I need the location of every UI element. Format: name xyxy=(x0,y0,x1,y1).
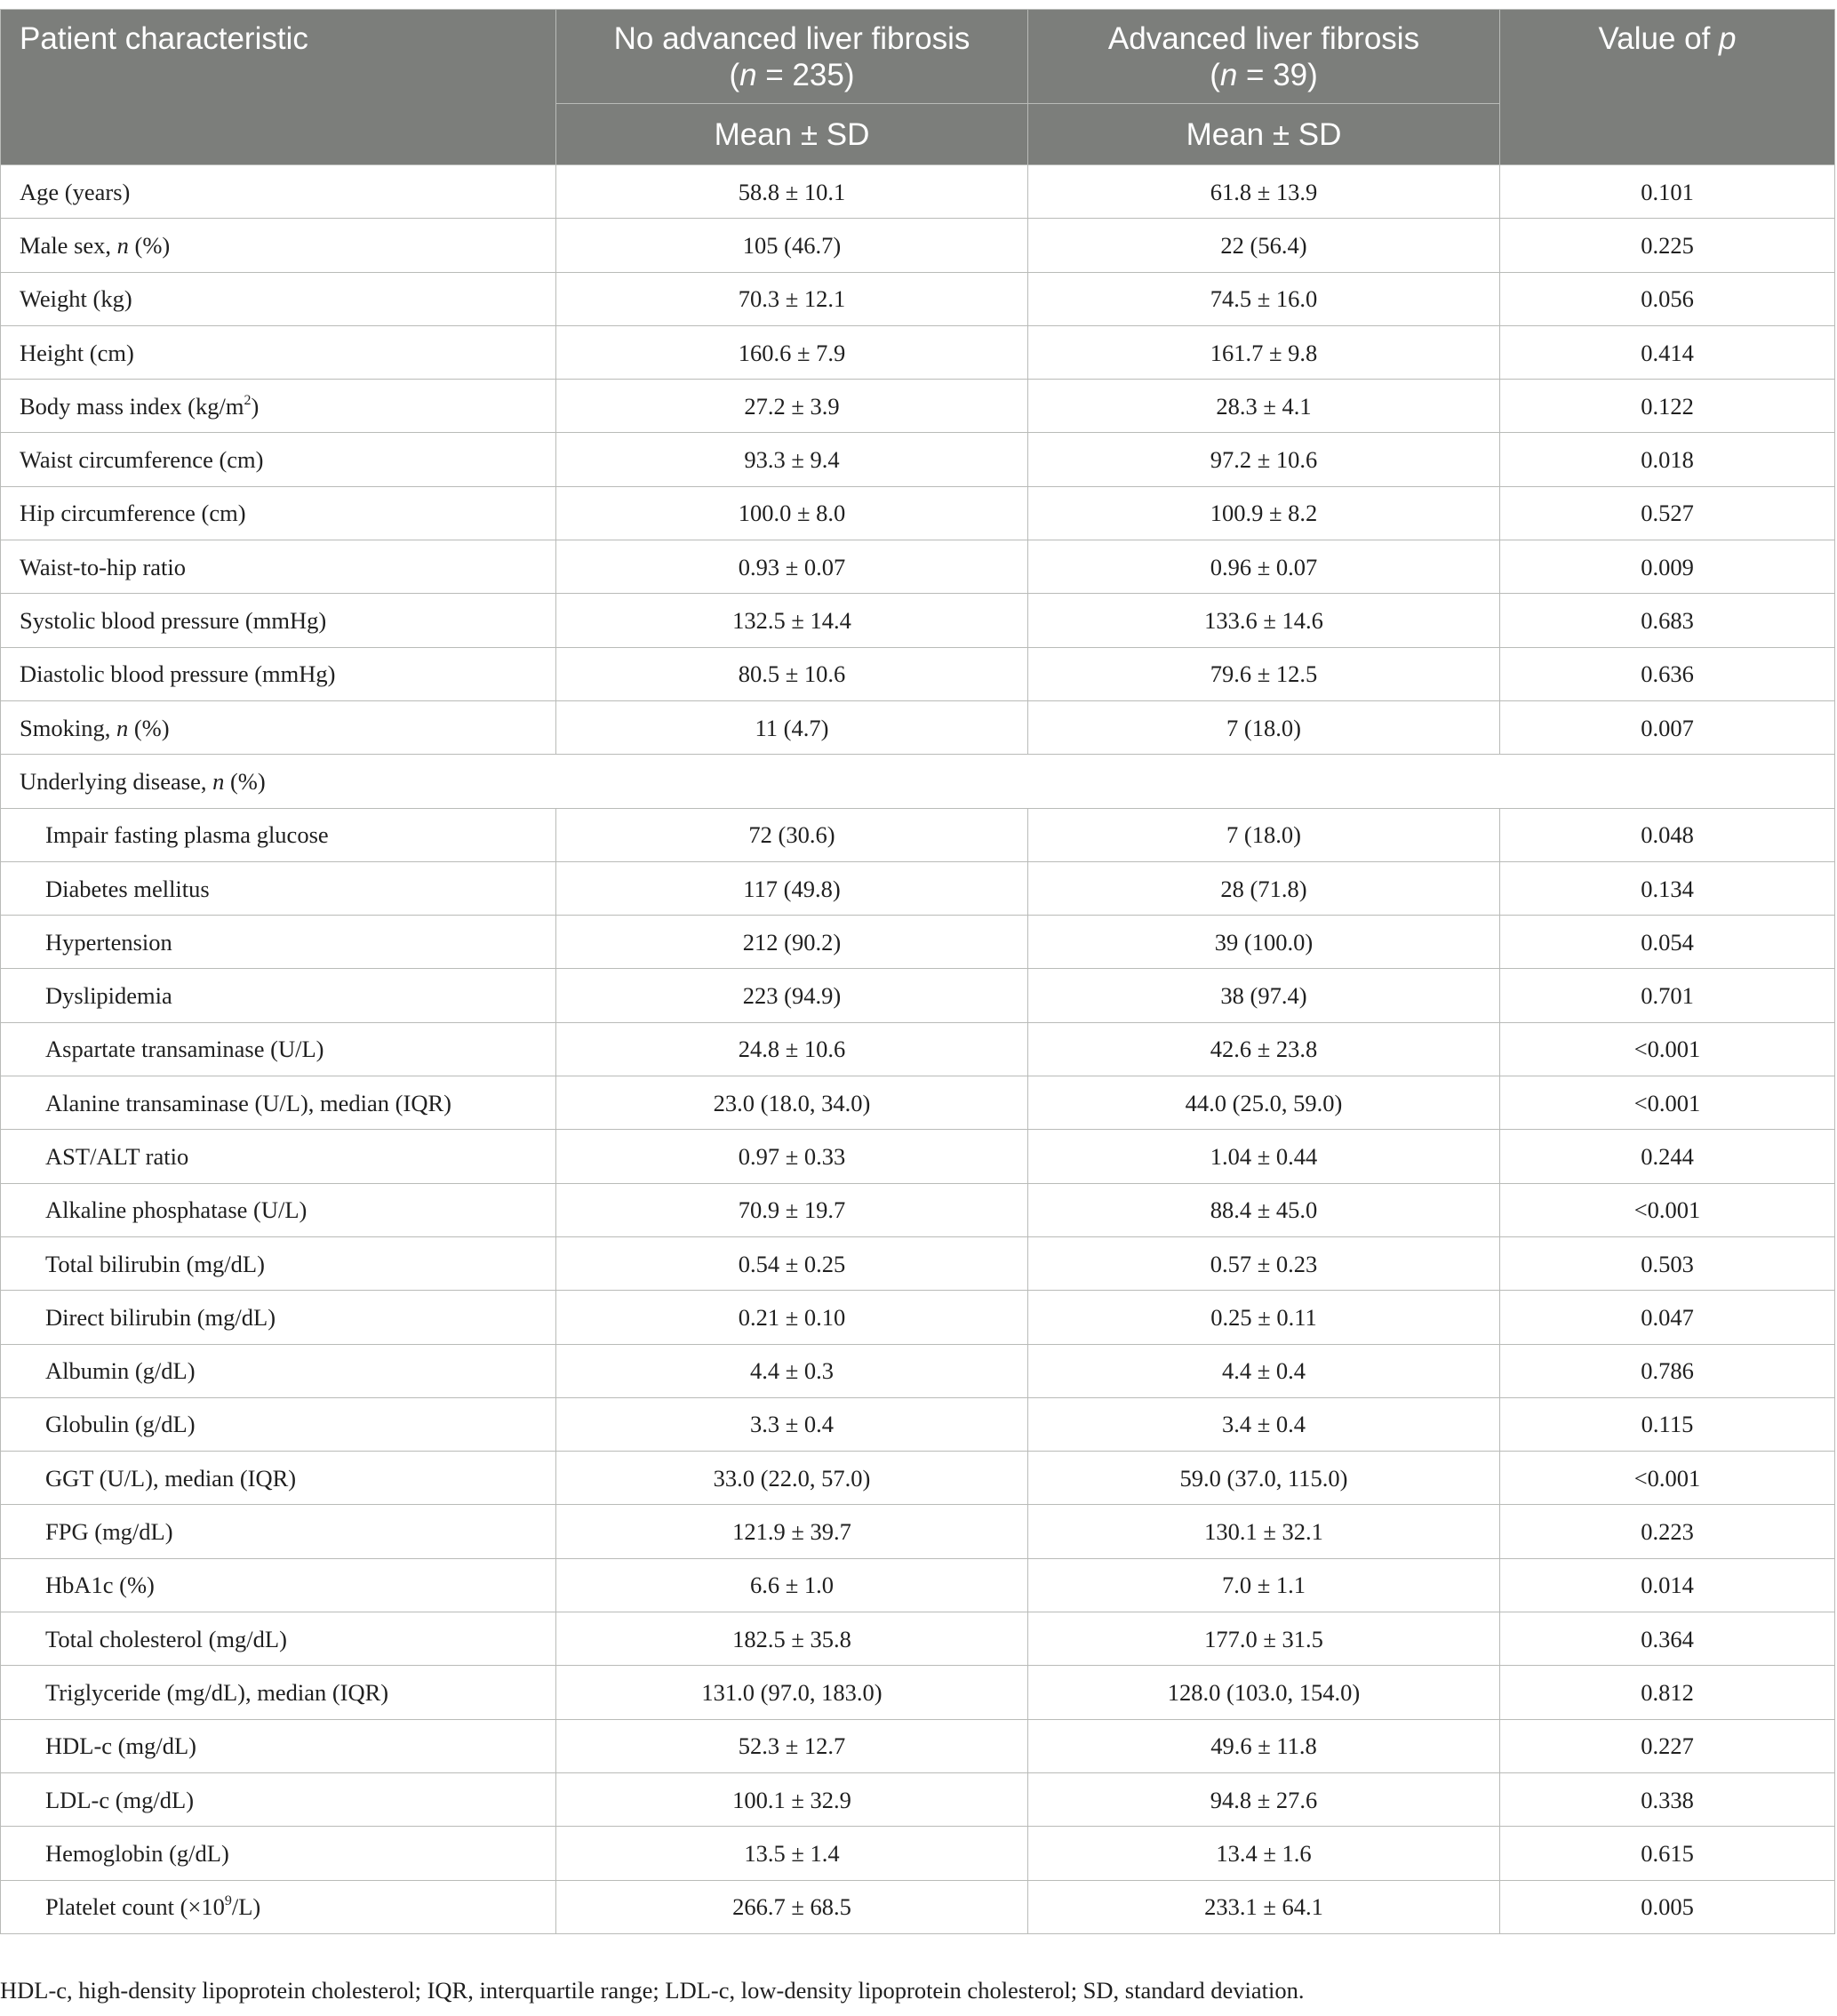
table-row xyxy=(1,1076,1835,1130)
row-label-text: LDL-c (mg/dL) xyxy=(45,1786,195,1813)
table-row xyxy=(1,1719,1835,1772)
table-row xyxy=(1,1827,1835,1880)
p-value: 0.018 xyxy=(1500,433,1835,486)
table-row xyxy=(1,272,1835,325)
advanced-fibrosis-value: 22 (56.4) xyxy=(1028,219,1500,272)
row-label xyxy=(1,1183,556,1236)
header-patient-characteristic xyxy=(1,10,556,165)
header-p-prefix: Value of xyxy=(1598,21,1720,56)
table-row xyxy=(1,1772,1835,1826)
p-value: 0.701 xyxy=(1500,969,1835,1022)
header-group2-paren: ( xyxy=(1210,58,1220,92)
row-label xyxy=(1,1076,556,1130)
row-label xyxy=(1,165,556,219)
advanced-fibrosis-value: 233.1 ± 64.1 xyxy=(1028,1880,1500,1933)
row-label-text: Weight (kg) xyxy=(20,285,132,313)
row-label xyxy=(1,1558,556,1612)
advanced-fibrosis-value: 7 (18.0) xyxy=(1028,700,1500,754)
p-value: <0.001 xyxy=(1500,1183,1835,1236)
p-value: 0.503 xyxy=(1500,1236,1835,1290)
row-label xyxy=(1,1772,556,1826)
row-label-text: Hypertension xyxy=(45,928,172,956)
no-fibrosis-value: 182.5 ± 35.8 xyxy=(556,1612,1028,1666)
table-row xyxy=(1,1183,1835,1236)
p-value: 0.227 xyxy=(1500,1719,1835,1772)
row-label-italic: n xyxy=(116,714,129,741)
row-label xyxy=(1,219,556,272)
p-value: 0.047 xyxy=(1500,1291,1835,1344)
table-group-row xyxy=(1,755,1835,808)
row-label-text: Alkaline phosphatase (U/L) xyxy=(45,1196,307,1224)
no-fibrosis-value: 70.9 ± 19.7 xyxy=(556,1183,1028,1236)
header-mean-sd-group1 xyxy=(556,104,1028,165)
advanced-fibrosis-value: 44.0 (25.0, 59.0) xyxy=(1028,1076,1500,1130)
advanced-fibrosis-value: 97.2 ± 10.6 xyxy=(1028,433,1500,486)
p-value: 0.101 xyxy=(1500,165,1835,219)
row-label xyxy=(1,1880,556,1933)
p-value: 0.225 xyxy=(1500,219,1835,272)
row-label xyxy=(1,1452,556,1505)
no-fibrosis-value: 72 (30.6) xyxy=(556,808,1028,861)
row-label-text: FPG (mg/dL) xyxy=(45,1518,173,1546)
header-group1-line1: No advanced liver fibrosis xyxy=(613,21,970,56)
header-group1-n: n xyxy=(739,58,757,92)
table-row xyxy=(1,861,1835,915)
p-value: 0.134 xyxy=(1500,861,1835,915)
row-label-text: AST/ALT ratio xyxy=(45,1142,189,1170)
row-label-text: Platelet count (×10 xyxy=(45,1893,225,1921)
row-label-text: Age (years) xyxy=(20,178,131,205)
table-row xyxy=(1,1666,1835,1719)
p-value: 0.009 xyxy=(1500,540,1835,594)
no-fibrosis-value: 24.8 ± 10.6 xyxy=(556,1022,1028,1076)
row-label xyxy=(1,1397,556,1451)
advanced-fibrosis-value: 94.8 ± 27.6 xyxy=(1028,1772,1500,1826)
row-label xyxy=(1,1130,556,1183)
table-row xyxy=(1,1022,1835,1076)
p-value: 0.812 xyxy=(1500,1666,1835,1719)
empty-cell xyxy=(1500,755,1835,808)
advanced-fibrosis-value: 161.7 ± 9.8 xyxy=(1028,325,1500,379)
p-value: 0.056 xyxy=(1500,272,1835,325)
table-row xyxy=(1,1130,1835,1183)
advanced-fibrosis-value: 133.6 ± 14.6 xyxy=(1028,594,1500,647)
table-footnote: HDL-c, high-density lipoprotein cholesterol; IQR, interquartile range; LDL-c, low-density lipoprotein cholesterol; SD, standard deviation. xyxy=(0,1977,1305,2004)
table-row xyxy=(1,325,1835,379)
table-row xyxy=(1,594,1835,647)
row-label-text: HbA1c (%) xyxy=(45,1572,155,1599)
p-value: 0.115 xyxy=(1500,1397,1835,1451)
no-fibrosis-value: 131.0 (97.0, 183.0) xyxy=(556,1666,1028,1719)
row-label-text: Waist circumference (cm) xyxy=(20,446,264,474)
row-label xyxy=(1,1666,556,1719)
header-sub2-text: Mean ± SD xyxy=(1186,116,1342,152)
table-row xyxy=(1,1505,1835,1558)
table-row xyxy=(1,486,1835,540)
row-label-text: (%) xyxy=(128,231,171,259)
advanced-fibrosis-value: 177.0 ± 31.5 xyxy=(1028,1612,1500,1666)
p-value: 0.244 xyxy=(1500,1130,1835,1183)
no-fibrosis-value: 0.21 ± 0.10 xyxy=(556,1291,1028,1344)
row-label xyxy=(1,433,556,486)
table-row xyxy=(1,433,1835,486)
advanced-fibrosis-value: 42.6 ± 23.8 xyxy=(1028,1022,1500,1076)
row-label xyxy=(1,540,556,594)
table-row xyxy=(1,1558,1835,1612)
row-label-text: Body mass index (kg/m xyxy=(20,392,244,420)
table-row xyxy=(1,1397,1835,1451)
table-row xyxy=(1,380,1835,433)
no-fibrosis-value: 23.0 (18.0, 34.0) xyxy=(556,1076,1028,1130)
p-value: 0.414 xyxy=(1500,325,1835,379)
header-p-symbol: p xyxy=(1719,21,1737,56)
row-label xyxy=(1,1505,556,1558)
no-fibrosis-value: 70.3 ± 12.1 xyxy=(556,272,1028,325)
row-label xyxy=(1,1344,556,1397)
row-label-text: Diabetes mellitus xyxy=(45,875,210,902)
row-label-text: ) xyxy=(251,392,260,420)
advanced-fibrosis-value: 39 (100.0) xyxy=(1028,916,1500,969)
p-value: 0.007 xyxy=(1500,700,1835,754)
no-fibrosis-value: 4.4 ± 0.3 xyxy=(556,1344,1028,1397)
p-value: 0.527 xyxy=(1500,486,1835,540)
row-label-text: Underlying disease, xyxy=(20,767,213,795)
row-label xyxy=(1,808,556,861)
p-value: 0.615 xyxy=(1500,1827,1835,1880)
table-row xyxy=(1,219,1835,272)
no-fibrosis-value: 0.93 ± 0.07 xyxy=(556,540,1028,594)
patient-characteristics-table xyxy=(0,9,1835,1934)
row-label xyxy=(1,1827,556,1880)
no-fibrosis-value: 80.5 ± 10.6 xyxy=(556,647,1028,700)
header-group2-n: n xyxy=(1219,58,1238,92)
row-label xyxy=(1,1291,556,1344)
row-label-text: Triglyceride (mg/dL), median (IQR) xyxy=(45,1678,389,1706)
header-group1-n-value: = 235) xyxy=(756,58,855,92)
table-row xyxy=(1,1344,1835,1397)
no-fibrosis-value: 160.6 ± 7.9 xyxy=(556,325,1028,379)
row-label-text: Hemoglobin (g/dL) xyxy=(45,1839,229,1867)
no-fibrosis-value: 52.3 ± 12.7 xyxy=(556,1719,1028,1772)
table-row xyxy=(1,647,1835,700)
header-mean-sd-group2 xyxy=(1028,104,1500,165)
no-fibrosis-value: 100.1 ± 32.9 xyxy=(556,1772,1028,1826)
p-value: 0.338 xyxy=(1500,1772,1835,1826)
advanced-fibrosis-value: 100.9 ± 8.2 xyxy=(1028,486,1500,540)
advanced-fibrosis-value: 1.04 ± 0.44 xyxy=(1028,1130,1500,1183)
p-value: 0.683 xyxy=(1500,594,1835,647)
table-row xyxy=(1,916,1835,969)
table-row xyxy=(1,1291,1835,1344)
row-label-text: Impair fasting plasma glucose xyxy=(45,821,329,849)
p-value: 0.364 xyxy=(1500,1612,1835,1666)
advanced-fibrosis-value: 28.3 ± 4.1 xyxy=(1028,380,1500,433)
row-label xyxy=(1,380,556,433)
p-value: 0.014 xyxy=(1500,1558,1835,1612)
table-row xyxy=(1,700,1835,754)
no-fibrosis-value: 100.0 ± 8.0 xyxy=(556,486,1028,540)
advanced-fibrosis-value: 130.1 ± 32.1 xyxy=(1028,1505,1500,1558)
advanced-fibrosis-value: 4.4 ± 0.4 xyxy=(1028,1344,1500,1397)
row-label-text: (%) xyxy=(224,767,266,795)
no-fibrosis-value: 266.7 ± 68.5 xyxy=(556,1880,1028,1933)
table-row xyxy=(1,808,1835,861)
table-body xyxy=(1,165,1835,1934)
p-value: 0.048 xyxy=(1500,808,1835,861)
row-label xyxy=(1,594,556,647)
no-fibrosis-value: 121.9 ± 39.7 xyxy=(556,1505,1028,1558)
advanced-fibrosis-value: 0.25 ± 0.11 xyxy=(1028,1291,1500,1344)
no-fibrosis-value: 27.2 ± 3.9 xyxy=(556,380,1028,433)
advanced-fibrosis-value: 59.0 (37.0, 115.0) xyxy=(1028,1452,1500,1505)
advanced-fibrosis-value: 0.96 ± 0.07 xyxy=(1028,540,1500,594)
no-fibrosis-value: 105 (46.7) xyxy=(556,219,1028,272)
header-group2-line1: Advanced liver fibrosis xyxy=(1107,21,1420,56)
table-header xyxy=(1,10,1835,165)
no-fibrosis-value: 11 (4.7) xyxy=(556,700,1028,754)
row-label-text: HDL-c (mg/dL) xyxy=(45,1732,196,1760)
no-fibrosis-value: 117 (49.8) xyxy=(556,861,1028,915)
row-label-text: Diastolic blood pressure (mmHg) xyxy=(20,660,336,688)
p-value: <0.001 xyxy=(1500,1452,1835,1505)
row-label-italic: n xyxy=(116,231,129,259)
row-label-text: Globulin (g/dL) xyxy=(45,1411,196,1438)
p-value: 0.054 xyxy=(1500,916,1835,969)
advanced-fibrosis-value: 128.0 (103.0, 154.0) xyxy=(1028,1666,1500,1719)
row-label-text: Systolic blood pressure (mmHg) xyxy=(20,607,327,635)
advanced-fibrosis-value: 61.8 ± 13.9 xyxy=(1028,165,1500,219)
empty-cell xyxy=(1028,755,1500,808)
row-label xyxy=(1,861,556,915)
header-group2-n-value: = 39) xyxy=(1237,58,1318,92)
row-label xyxy=(1,647,556,700)
row-label-text: Height (cm) xyxy=(20,339,134,366)
header-group1-paren: ( xyxy=(729,58,740,92)
advanced-fibrosis-value: 0.57 ± 0.23 xyxy=(1028,1236,1500,1290)
p-value: 0.122 xyxy=(1500,380,1835,433)
row-label-text: /L) xyxy=(231,1893,261,1921)
no-fibrosis-value: 13.5 ± 1.4 xyxy=(556,1827,1028,1880)
no-fibrosis-value: 93.3 ± 9.4 xyxy=(556,433,1028,486)
advanced-fibrosis-value: 49.6 ± 11.8 xyxy=(1028,1719,1500,1772)
row-label-text: Total bilirubin (mg/dL) xyxy=(45,1250,265,1277)
no-fibrosis-value: 58.8 ± 10.1 xyxy=(556,165,1028,219)
advanced-fibrosis-value: 28 (71.8) xyxy=(1028,861,1500,915)
no-fibrosis-value: 223 (94.9) xyxy=(556,969,1028,1022)
table-row xyxy=(1,969,1835,1022)
row-label-text: Alanine transaminase (U/L), median (IQR) xyxy=(45,1089,451,1116)
no-fibrosis-value: 3.3 ± 0.4 xyxy=(556,1397,1028,1451)
table-row xyxy=(1,1452,1835,1505)
table-row xyxy=(1,1612,1835,1666)
row-label-superscript: 2 xyxy=(244,392,252,408)
no-fibrosis-value: 0.97 ± 0.33 xyxy=(556,1130,1028,1183)
no-fibrosis-value: 33.0 (22.0, 57.0) xyxy=(556,1452,1028,1505)
header-no-advanced-fibrosis xyxy=(556,10,1028,104)
no-fibrosis-value: 212 (90.2) xyxy=(556,916,1028,969)
row-label-italic: n xyxy=(212,767,225,795)
row-label-text: Dyslipidemia xyxy=(45,982,172,1010)
advanced-fibrosis-value: 13.4 ± 1.6 xyxy=(1028,1827,1500,1880)
row-label xyxy=(1,1022,556,1076)
row-label xyxy=(1,1719,556,1772)
row-label-text: Albumin (g/dL) xyxy=(45,1357,196,1385)
no-fibrosis-value: 6.6 ± 1.0 xyxy=(556,1558,1028,1612)
advanced-fibrosis-value: 38 (97.4) xyxy=(1028,969,1500,1022)
row-label-text: Smoking, xyxy=(20,714,116,741)
advanced-fibrosis-value: 79.6 ± 12.5 xyxy=(1028,647,1500,700)
table-row xyxy=(1,165,1835,219)
no-fibrosis-value: 0.54 ± 0.25 xyxy=(556,1236,1028,1290)
advanced-fibrosis-value: 74.5 ± 16.0 xyxy=(1028,272,1500,325)
advanced-fibrosis-value: 3.4 ± 0.4 xyxy=(1028,1397,1500,1451)
row-label-text: Total cholesterol (mg/dL) xyxy=(45,1625,287,1652)
p-value: 0.005 xyxy=(1500,1880,1835,1933)
no-fibrosis-value: 132.5 ± 14.4 xyxy=(556,594,1028,647)
row-label xyxy=(1,916,556,969)
row-label-superscript: 9 xyxy=(224,1893,232,1909)
row-label-text: Waist-to-hip ratio xyxy=(20,553,187,580)
row-label-text: Aspartate transaminase (U/L) xyxy=(45,1036,324,1063)
header-p-value xyxy=(1500,10,1835,165)
row-label xyxy=(1,325,556,379)
header-characteristic-text: Patient characteristic xyxy=(20,21,308,56)
p-value: <0.001 xyxy=(1500,1076,1835,1130)
row-label-text: (%) xyxy=(128,714,170,741)
advanced-fibrosis-value: 7.0 ± 1.1 xyxy=(1028,1558,1500,1612)
row-label xyxy=(1,486,556,540)
p-value: 0.786 xyxy=(1500,1344,1835,1397)
header-sub1-text: Mean ± SD xyxy=(714,116,870,152)
p-value: 0.223 xyxy=(1500,1505,1835,1558)
p-value: 0.636 xyxy=(1500,647,1835,700)
advanced-fibrosis-value: 88.4 ± 45.0 xyxy=(1028,1183,1500,1236)
row-label-text: Direct bilirubin (mg/dL) xyxy=(45,1303,276,1331)
row-label-text: Hip circumference (cm) xyxy=(20,500,246,527)
group-label xyxy=(1,755,556,808)
advanced-fibrosis-value: 7 (18.0) xyxy=(1028,808,1500,861)
row-label xyxy=(1,272,556,325)
row-label xyxy=(1,1236,556,1290)
row-label xyxy=(1,1612,556,1666)
row-label xyxy=(1,700,556,754)
p-value: <0.001 xyxy=(1500,1022,1835,1076)
table-row xyxy=(1,1236,1835,1290)
row-label xyxy=(1,969,556,1022)
empty-cell xyxy=(556,755,1028,808)
row-label-text: Male sex, xyxy=(20,231,117,259)
row-label-text: GGT (U/L), median (IQR) xyxy=(45,1464,297,1492)
header-advanced-fibrosis xyxy=(1028,10,1500,104)
table-row xyxy=(1,540,1835,594)
table-row xyxy=(1,1880,1835,1933)
